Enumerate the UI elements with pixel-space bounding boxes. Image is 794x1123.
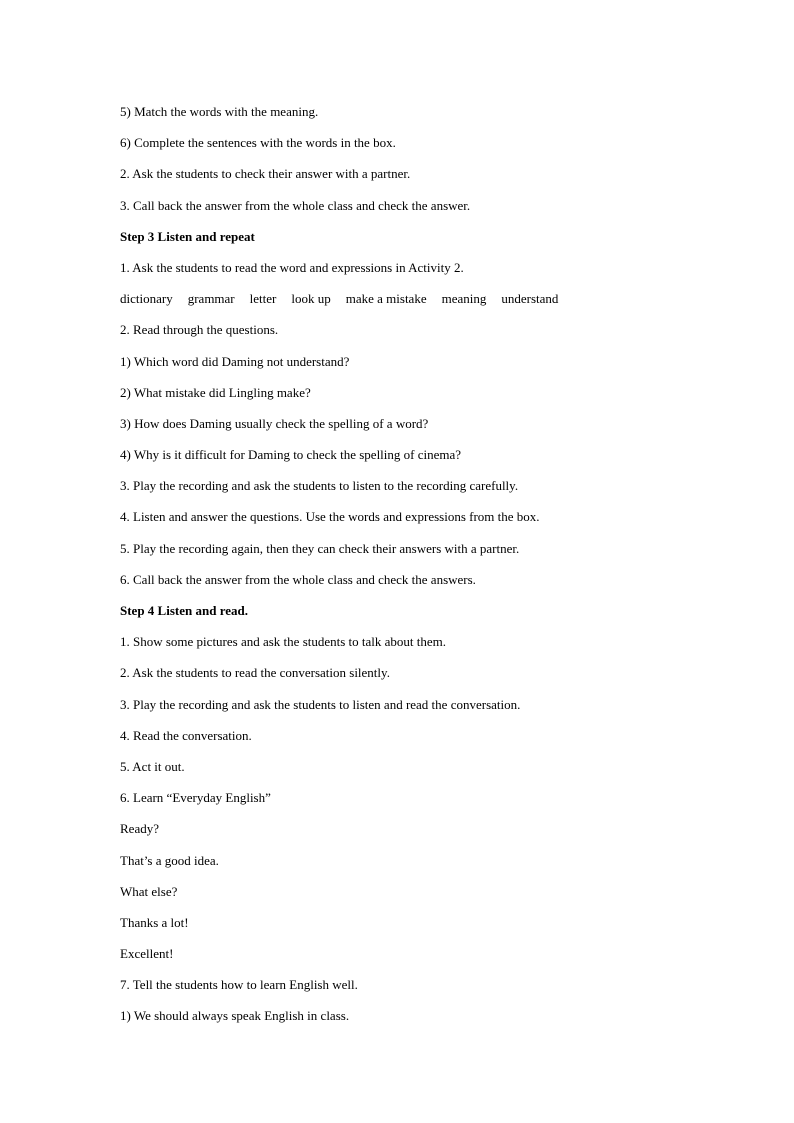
question-line: 3) How does Daming usually check the spelling of a word?: [120, 415, 429, 431]
question-line: 2) What mistake did Lingling make?: [120, 384, 311, 400]
step3-heading: Step 3 Listen and repeat: [120, 228, 255, 244]
step3-line: 2. Read through the questions.: [120, 322, 279, 338]
everyday-english-phrase: Excellent!: [120, 946, 174, 962]
step3-intro: 1. Ask the students to read the word and expressions in Activity 2.: [120, 259, 464, 275]
question-line: 4) Why is it difficult for Daming to check the spelling of cinema?: [120, 447, 462, 463]
vocab-word: dictionary: [120, 291, 173, 307]
instruction-line: 6) Complete the sentences with the words in the box.: [120, 135, 396, 151]
vocab-word: make a mistake: [345, 291, 427, 307]
everyday-english-phrase: What else?: [120, 883, 178, 899]
step4-line: 7. Tell the students how to learn English well.: [120, 977, 358, 993]
step4-line: 2. Ask the students to read the conversation silently.: [120, 665, 390, 681]
vocab-word: meaning: [441, 291, 487, 307]
instruction-line: 3. Call back the answer from the whole class and check the answer.: [120, 197, 471, 213]
instruction-line: 5) Match the words with the meaning.: [120, 104, 319, 119]
step4-line: 6. Learn “Everyday English”: [120, 790, 271, 806]
step4-line: 1) We should always speak English in class.: [120, 1008, 350, 1024]
step4-line: 4. Read the conversation.: [120, 727, 252, 743]
everyday-english-phrase: Ready?: [120, 821, 159, 837]
everyday-english-phrase: Thanks a lot!: [120, 914, 189, 930]
everyday-english-phrase: That’s a good idea.: [120, 852, 219, 868]
vocabulary-list: [120, 289, 720, 320]
step4-line: 1. Show some pictures and ask the students to talk about them.: [120, 634, 447, 650]
step3-line: 3. Play the recording and ask the students to listen to the recording carefully.: [120, 478, 519, 494]
step4-line: 5. Act it out.: [120, 758, 185, 774]
question-line: 1) Which word did Daming not understand?: [120, 353, 350, 369]
step3-line: 4. Listen and answer the questions. Use the words and expressions from the box.: [120, 509, 540, 525]
vocab-word: grammar: [187, 291, 235, 307]
step3-line: 6. Call back the answer from the whole class and check the answers.: [120, 571, 476, 587]
vocab-word: letter: [249, 291, 277, 307]
step4-heading: Step 4 Listen and read.: [120, 603, 248, 618]
vocab-word: look up: [291, 291, 331, 307]
step4-line: 3. Play the recording and ask the students to listen and read the conversation.: [120, 696, 521, 712]
vocab-word: understand: [501, 291, 559, 307]
step3-line: 5. Play the recording again, then they can check their answers with a partner.: [120, 540, 520, 556]
instruction-line: 2. Ask the students to check their answer with a partner.: [120, 166, 411, 182]
document-body: [120, 102, 720, 1038]
